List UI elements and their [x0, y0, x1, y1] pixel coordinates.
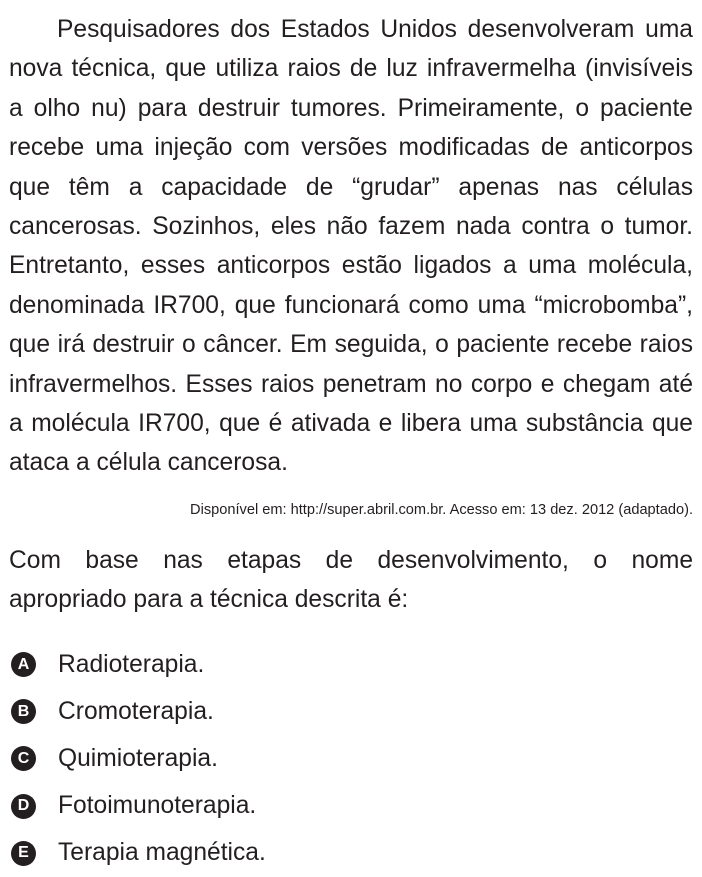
- option-c[interactable]: [11, 735, 266, 782]
- option-c-text: Quimioterapia.: [58, 744, 218, 772]
- option-e[interactable]: [11, 830, 266, 877]
- question-stem: Com base nas etapas de desenvolvimento, o nome apropriado para a técnica descrita é:: [9, 547, 693, 614]
- option-e-letter-badge: E: [11, 841, 36, 866]
- answer-options: [11, 641, 266, 877]
- option-b-text: Cromoterapia.: [58, 697, 214, 725]
- option-b-letter-badge: B: [11, 699, 36, 724]
- option-a-letter-badge: A: [11, 652, 36, 677]
- option-d-text: Fotoimunoterapia.: [58, 792, 257, 820]
- option-c-letter-badge: C: [11, 746, 36, 771]
- option-d-letter-badge: D: [11, 794, 36, 819]
- option-e-text: Terapia magnética.: [58, 839, 266, 867]
- option-a[interactable]: [11, 641, 266, 688]
- passage-text: Pesquisadores dos Estados Unidos desenvolveram uma nova técnica, que utiliza raios de luz infravermelha (invisíveis a olho nu) para destruir tumores. Primeiramente, o paciente recebe uma injeção com versões modificadas de anticorpos que têm a capacidade de “grudar” apenas nas células cancerosas. Sozinhos, eles não fazem nada contra o tumor. Entretanto, esses anticorpos estão ligados a uma molécula, denominada IR700, que funcionará como uma “microbomba”, que irá destruir o câncer. Em seguida, o paciente recebe raios infravermelhos. Esses raios penetram no corpo e chegam até a molécula IR700, que é ativada e libera uma substância que ataca a célula cancerosa.: [9, 16, 693, 477]
- option-d[interactable]: [11, 783, 266, 830]
- option-b[interactable]: [11, 688, 266, 735]
- source-citation: Disponível em: http://super.abril.com.br. Acesso em: 13 dez. 2012 (adaptado).: [190, 502, 693, 518]
- option-a-text: Radioterapia.: [58, 650, 205, 678]
